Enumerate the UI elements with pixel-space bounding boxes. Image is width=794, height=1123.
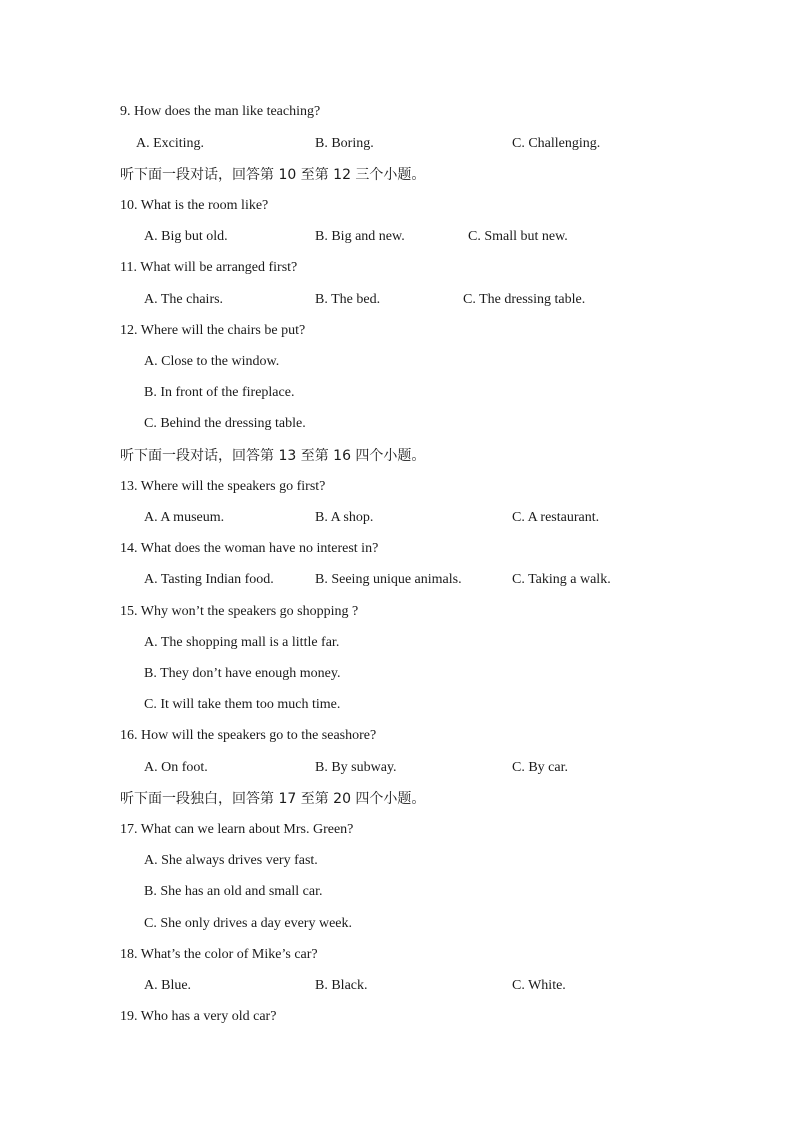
question-10-option-a: A. Big but old. <box>144 229 228 244</box>
question-19-stem: 19. Who has a very old car? <box>120 1009 277 1024</box>
question-13-option-a: A. A museum. <box>144 510 225 525</box>
question-11-option-b: B. The bed. <box>315 292 381 307</box>
question-13-option-c: C. A restaurant. <box>512 510 600 525</box>
question-11-option-a: A. The chairs. <box>144 292 224 307</box>
question-16-option-a: A. On foot. <box>144 760 208 775</box>
question-17-option-c: C. She only drives a day every week. <box>144 916 352 931</box>
section-instruction-10-12: 听下面一段对话，回答第 10 至第 12 三个小题。 <box>120 167 426 183</box>
question-15-option-c: C. It will take them too much time. <box>144 697 341 712</box>
question-16-option-b: B. By subway. <box>315 760 397 775</box>
question-9-stem: 9. How does the man like teaching? <box>120 104 321 119</box>
question-16-option-c: C. By car. <box>512 760 568 775</box>
question-11-option-c: C. The dressing table. <box>463 292 586 307</box>
question-12-option-b: B. In front of the fireplace. <box>144 385 295 400</box>
question-14-option-c: C. Taking a walk. <box>512 572 611 587</box>
question-13-stem: 13. Where will the speakers go first? <box>120 479 326 494</box>
question-10-option-c: C. Small but new. <box>468 229 568 244</box>
question-10-option-b: B. Big and new. <box>315 229 405 244</box>
section-instruction-13-16: 听下面一段对话，回答第 13 至第 16 四个小题。 <box>120 448 426 464</box>
question-18-option-a: A. Blue. <box>144 978 192 993</box>
question-18-option-b: B. Black. <box>315 978 368 993</box>
question-9-option-c: C. Challenging. <box>512 136 601 151</box>
question-17-stem: 17. What can we learn about Mrs. Green? <box>120 822 354 837</box>
question-12-option-c: C. Behind the dressing table. <box>144 416 306 431</box>
section-instruction-17-20: 听下面一段独白，回答第 17 至第 20 四个小题。 <box>120 791 426 807</box>
question-15-stem: 15. Why won’t the speakers go shopping ? <box>120 604 359 619</box>
question-14-option-a: A. Tasting Indian food. <box>144 572 274 587</box>
question-13-option-b: B. A shop. <box>315 510 374 525</box>
question-9-option-b: B. Boring. <box>315 136 374 151</box>
question-18-stem: 18. What’s the color of Mike’s car? <box>120 947 318 962</box>
question-14-option-b: B. Seeing unique animals. <box>315 572 462 587</box>
question-10-stem: 10. What is the room like? <box>120 198 269 213</box>
question-12-option-a: A. Close to the window. <box>144 354 280 369</box>
question-11-stem: 11. What will be arranged first? <box>120 260 298 275</box>
question-15-option-b: B. They don’t have enough money. <box>144 666 341 681</box>
question-16-stem: 16. How will the speakers go to the seashore? <box>120 728 377 743</box>
question-17-option-a: A. She always drives very fast. <box>144 853 318 868</box>
question-17-option-b: B. She has an old and small car. <box>144 884 323 899</box>
question-18-option-c: C. White. <box>512 978 566 993</box>
question-9-option-a: A. Exciting. <box>136 136 205 151</box>
question-12-stem: 12. Where will the chairs be put? <box>120 323 306 338</box>
question-14-stem: 14. What does the woman have no interest in? <box>120 541 379 556</box>
question-15-option-a: A. The shopping mall is a little far. <box>144 635 340 650</box>
